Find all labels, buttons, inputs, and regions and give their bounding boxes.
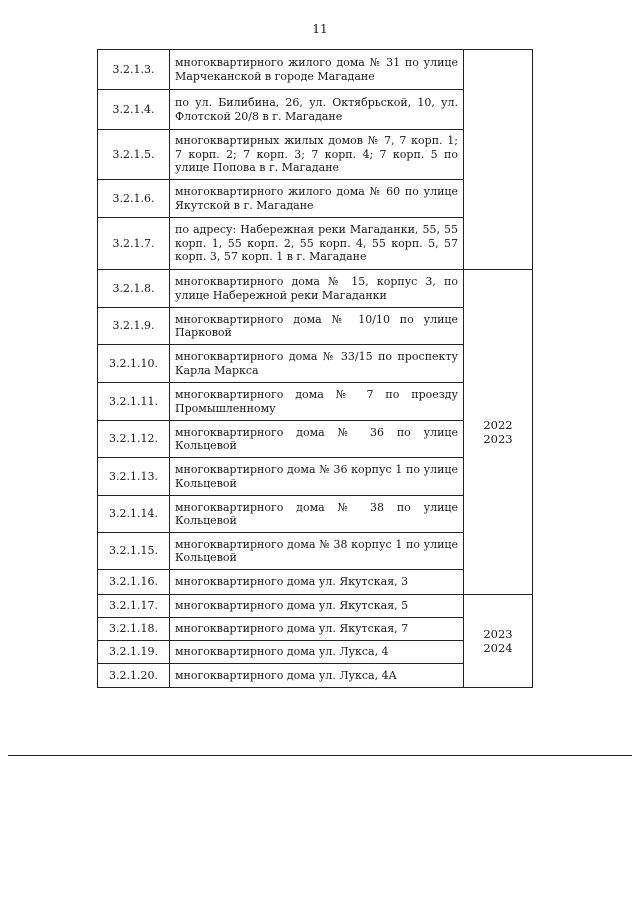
row-description: многоквартирного дома № 38 по улице Кольцевой [170,496,464,533]
row-number: 3.2.1.17. [98,595,170,618]
row-description: многоквартирного дома № 38 корпус 1 по улице Кольцевой [170,533,464,570]
page-number: 11 [312,22,328,36]
row-description: многоквартирного дома № 7 по проезду Промышленному [170,383,464,421]
row-number: 3.2.1.3. [98,50,170,90]
row-description: многоквартирного дома ул. Лукса, 4А [170,664,464,688]
row-description: многоквартирного дома ул. Якутская, 3 [170,570,464,595]
period-cell [464,595,533,688]
row-description: многоквартирного дома ул. Якутская, 7 [170,618,464,641]
row-description: многоквартирного дома № 10/10 по улице Парковой [170,308,464,345]
footer-divider [8,755,632,756]
row-number: 3.2.1.16. [98,570,170,595]
row-number: 3.2.1.7. [98,218,170,270]
row-description: по адресу: Набережная реки Магаданки, 55, 55 корп. 1, 55 корп. 2, 55 корп. 4, 55 корп. 5, 57 корп. 3, 57 корп. 1 в г. Магадане [170,218,464,270]
row-number: 3.2.1.5. [98,130,170,180]
program-table [97,49,533,688]
period-cell [464,270,533,595]
row-number: 3.2.1.12. [98,421,170,458]
row-description: многоквартирного жилого дома № 31 по улице Марчеканской в городе Магадане [170,50,464,90]
row-number: 3.2.1.8. [98,270,170,308]
table-row [98,50,533,90]
row-description: многоквартирного дома № 36 по улице Кольцевой [170,421,464,458]
row-description: многоквартирного дома № 15, корпус 3, по улице Набережной реки Магаданки [170,270,464,308]
row-number: 3.2.1.11. [98,383,170,421]
row-description: многоквартирных жилых домов № 7, 7 корп. 1; 7 корп. 2; 7 корп. 3; 7 корп. 4; 7 корп. 5 по улице Попова в г. Магадане [170,130,464,180]
row-number: 3.2.1.4. [98,90,170,130]
period-cell [464,50,533,270]
row-description: многоквартирного дома № 36 корпус 1 по улице Кольцевой [170,458,464,496]
row-number: 3.2.1.10. [98,345,170,383]
row-number: 3.2.1.6. [98,180,170,218]
row-description: многоквартирного дома ул. Якутская, 5 [170,595,464,618]
table-row [98,270,533,308]
row-number: 3.2.1.15. [98,533,170,570]
row-number: 3.2.1.9. [98,308,170,345]
row-number: 3.2.1.13. [98,458,170,496]
period-text: 2023 2024 [483,627,513,655]
period-text: 2022 2023 [483,418,513,446]
table-row [98,595,533,618]
row-number: 3.2.1.18. [98,618,170,641]
row-number: 3.2.1.14. [98,496,170,533]
row-description: многоквартирного дома № 33/15 по проспекту Карла Маркса [170,345,464,383]
row-number: 3.2.1.19. [98,641,170,664]
row-description: многоквартирного дома ул. Лукса, 4 [170,641,464,664]
row-description: многоквартирного жилого дома № 60 по улице Якутской в г. Магадане [170,180,464,218]
row-number: 3.2.1.20. [98,664,170,688]
row-description: по ул. Билибина, 26, ул. Октябрьской, 10, ул. Флотской 20/8 в г. Магадане [170,90,464,130]
